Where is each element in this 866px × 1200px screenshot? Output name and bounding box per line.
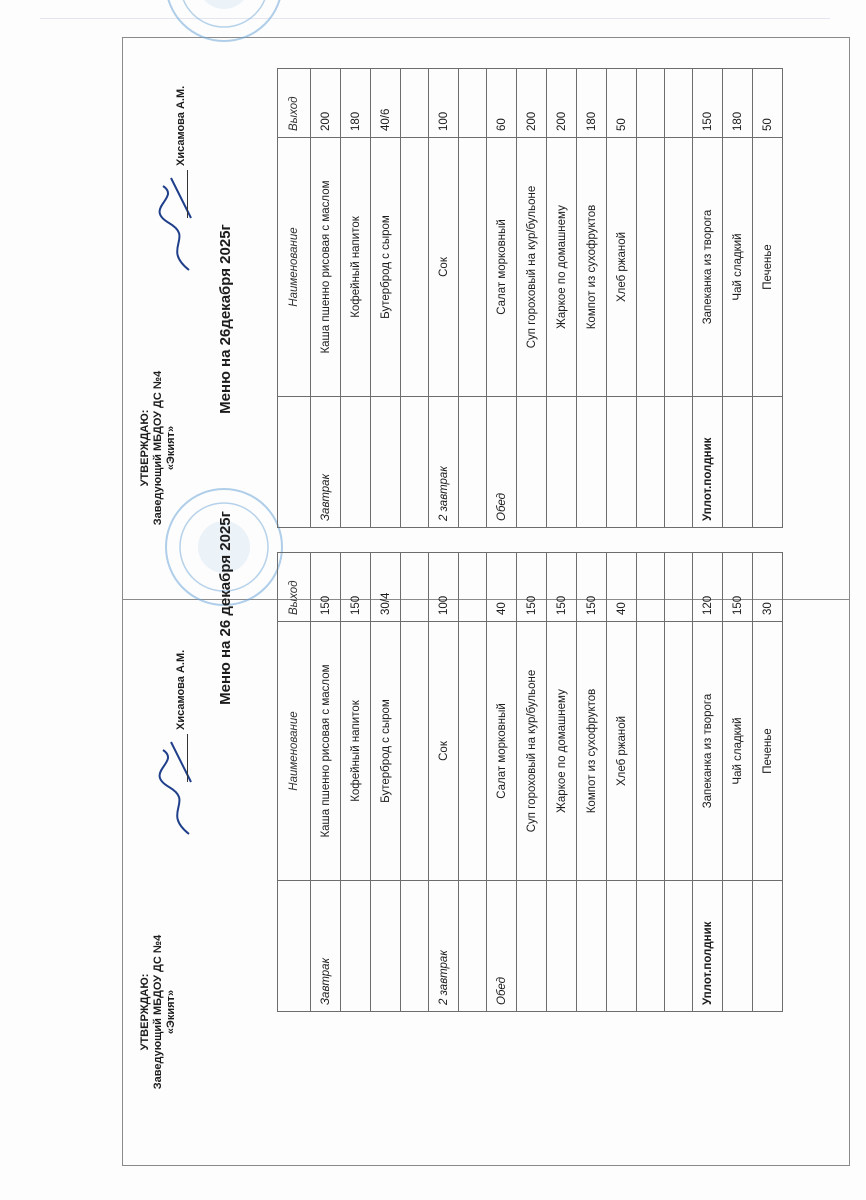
table-row bbox=[547, 69, 577, 528]
dish-name-cell bbox=[401, 622, 429, 881]
output-cell: 150 bbox=[547, 553, 577, 622]
dish-name-cell: Салат морковный bbox=[487, 622, 517, 881]
approval-position: Заведующий МБДОУ ДС №4 bbox=[152, 370, 164, 526]
meal-cell bbox=[723, 881, 753, 1012]
output-cell: 200 bbox=[311, 69, 341, 138]
meal-cell bbox=[371, 881, 401, 1012]
approval-org: «Экият» bbox=[165, 425, 177, 471]
meal-cell bbox=[577, 397, 607, 528]
table-row bbox=[311, 553, 341, 1012]
header-name: Наименование bbox=[278, 138, 311, 397]
header-output: Выход bbox=[278, 69, 311, 138]
table-row bbox=[753, 69, 783, 528]
table-row bbox=[429, 553, 459, 1012]
output-cell: 150 bbox=[693, 69, 723, 138]
output-cell: 120 bbox=[693, 553, 723, 622]
table-row bbox=[311, 69, 341, 528]
output-cell: 30 bbox=[753, 553, 783, 622]
meal-cell bbox=[459, 881, 487, 1012]
dish-name-cell: Суп гороховый на кур/бульоне bbox=[517, 622, 547, 881]
table-row bbox=[723, 553, 753, 1012]
table-row bbox=[693, 69, 723, 528]
dish-name-cell: Компот из сухофруктов bbox=[577, 622, 607, 881]
signature-rule bbox=[187, 170, 188, 218]
signature-rule bbox=[187, 734, 188, 782]
meal-cell bbox=[723, 397, 753, 528]
header-meal bbox=[278, 881, 311, 1012]
director-name: Хисамова А.М. bbox=[175, 85, 187, 166]
table-row bbox=[371, 553, 401, 1012]
output-cell bbox=[401, 69, 429, 138]
table-row bbox=[371, 69, 401, 528]
table-row bbox=[459, 69, 487, 528]
signature-icon bbox=[151, 722, 201, 842]
output-cell bbox=[665, 69, 693, 138]
meal-cell bbox=[637, 881, 665, 1012]
table-row bbox=[637, 69, 665, 528]
approval-block bbox=[139, 862, 178, 1162]
dish-name-cell: Бутерброд с сыром bbox=[371, 138, 401, 397]
table-row bbox=[753, 553, 783, 1012]
meal-cell: 2 завтрак bbox=[429, 881, 459, 1012]
output-cell bbox=[637, 69, 665, 138]
approval-org: «Экият» bbox=[165, 989, 177, 1035]
dish-name-cell: Салат морковный bbox=[487, 138, 517, 397]
dish-name-cell bbox=[637, 138, 665, 397]
menu-title: Меню на 26 декабря 2025г bbox=[217, 511, 234, 705]
dish-name-cell bbox=[459, 622, 487, 881]
dish-name-cell: Хлеб ржаной bbox=[607, 622, 637, 881]
meal-cell bbox=[637, 397, 665, 528]
meal-cell bbox=[517, 881, 547, 1012]
meal-cell bbox=[401, 881, 429, 1012]
output-cell: 150 bbox=[517, 553, 547, 622]
output-cell: 100 bbox=[429, 553, 459, 622]
signature-icon bbox=[151, 158, 201, 278]
output-cell: 150 bbox=[311, 553, 341, 622]
menu-table bbox=[277, 552, 783, 1012]
meal-cell: Обед bbox=[487, 397, 517, 528]
meal-cell bbox=[753, 881, 783, 1012]
dish-name-cell bbox=[637, 622, 665, 881]
header-meal bbox=[278, 397, 311, 528]
meal-cell: Уплот.полдник bbox=[693, 881, 723, 1012]
approval-block bbox=[139, 298, 178, 598]
table-row bbox=[517, 553, 547, 1012]
dish-name-cell bbox=[665, 138, 693, 397]
meal-cell bbox=[753, 397, 783, 528]
table-row bbox=[577, 553, 607, 1012]
dish-name-cell: Каша пшенно рисовая с маслом bbox=[311, 622, 341, 881]
menu-section-2 bbox=[125, 40, 825, 598]
menu-title: Меню на 26декабря 2025г bbox=[217, 224, 234, 414]
meal-cell bbox=[665, 881, 693, 1012]
approval-heading: УТВЕРЖДАЮ: bbox=[139, 409, 151, 487]
meal-cell bbox=[401, 397, 429, 528]
dish-name-cell: Печенье bbox=[753, 138, 783, 397]
meal-cell bbox=[607, 881, 637, 1012]
table-header-row bbox=[278, 553, 311, 1012]
output-cell: 50 bbox=[753, 69, 783, 138]
meal-cell bbox=[341, 397, 371, 528]
dish-name-cell: Чай сладкий bbox=[723, 622, 753, 881]
meal-cell: Завтрак bbox=[311, 397, 341, 528]
output-cell: 180 bbox=[723, 69, 753, 138]
output-cell: 100 bbox=[429, 69, 459, 138]
meal-cell bbox=[517, 397, 547, 528]
output-cell: 40 bbox=[487, 553, 517, 622]
dish-name-cell: Кофейный напиток bbox=[341, 138, 371, 397]
meal-cell bbox=[665, 397, 693, 528]
output-cell: 150 bbox=[723, 553, 753, 622]
dish-name-cell: Запеканка из творога bbox=[693, 622, 723, 881]
meal-cell bbox=[547, 881, 577, 1012]
table-row bbox=[665, 69, 693, 528]
approval-heading: УТВЕРЖДАЮ: bbox=[139, 973, 151, 1051]
meal-cell: Обед bbox=[487, 881, 517, 1012]
dish-name-cell bbox=[665, 622, 693, 881]
table-row bbox=[723, 69, 753, 528]
table-row bbox=[459, 553, 487, 1012]
table-header-row bbox=[278, 69, 311, 528]
output-cell: 50 bbox=[607, 69, 637, 138]
dish-name-cell: Суп гороховый на кур/бульоне bbox=[517, 138, 547, 397]
table-row bbox=[607, 69, 637, 528]
dish-name-cell: Сок bbox=[429, 138, 459, 397]
dish-name-cell: Чай сладкий bbox=[723, 138, 753, 397]
meal-cell bbox=[371, 397, 401, 528]
dish-name-cell: Жаркое по домашнему bbox=[547, 622, 577, 881]
dish-name-cell: Кофейный напиток bbox=[341, 622, 371, 881]
dish-name-cell: Печенье bbox=[753, 622, 783, 881]
signature-block bbox=[173, 85, 191, 278]
output-cell: 180 bbox=[341, 69, 371, 138]
dish-name-cell: Сок bbox=[429, 622, 459, 881]
meal-cell bbox=[459, 397, 487, 528]
output-cell: 40/6 bbox=[371, 69, 401, 138]
output-cell: 200 bbox=[517, 69, 547, 138]
dish-name-cell: Бутерброд с сыром bbox=[371, 622, 401, 881]
table-row bbox=[607, 553, 637, 1012]
dish-name-cell: Жаркое по домашнему bbox=[547, 138, 577, 397]
dish-name-cell bbox=[401, 138, 429, 397]
output-cell: 200 bbox=[547, 69, 577, 138]
meal-cell bbox=[341, 881, 371, 1012]
output-cell: 180 bbox=[577, 69, 607, 138]
header-output: Выход bbox=[278, 553, 311, 622]
table-row bbox=[637, 553, 665, 1012]
header-name: Наименование bbox=[278, 622, 311, 881]
meal-cell: Уплот.полдник bbox=[693, 397, 723, 528]
output-cell: 150 bbox=[341, 553, 371, 622]
dish-name-cell: Компот из сухофруктов bbox=[577, 138, 607, 397]
meal-cell: 2 завтрак bbox=[429, 397, 459, 528]
approval-position: Заведующий МБДОУ ДС №4 bbox=[152, 934, 164, 1090]
meal-cell: Завтрак bbox=[311, 881, 341, 1012]
meal-cell bbox=[607, 397, 637, 528]
table-row bbox=[577, 69, 607, 528]
dish-name-cell: Запеканка из творога bbox=[693, 138, 723, 397]
meal-cell bbox=[547, 397, 577, 528]
table-row bbox=[547, 553, 577, 1012]
meal-cell bbox=[577, 881, 607, 1012]
output-cell: 30/4 bbox=[371, 553, 401, 622]
signature-block bbox=[173, 649, 191, 842]
table-row bbox=[341, 69, 371, 528]
table-row bbox=[429, 69, 459, 528]
output-cell: 150 bbox=[577, 553, 607, 622]
table-row bbox=[487, 553, 517, 1012]
table-row bbox=[693, 553, 723, 1012]
dish-name-cell: Хлеб ржаной bbox=[607, 138, 637, 397]
dish-name-cell bbox=[459, 138, 487, 397]
director-name: Хисамова А.М. bbox=[175, 649, 187, 730]
table-row bbox=[401, 69, 429, 528]
table-row bbox=[517, 69, 547, 528]
table-row bbox=[341, 553, 371, 1012]
table-row bbox=[487, 69, 517, 528]
table-row bbox=[401, 553, 429, 1012]
output-cell bbox=[459, 69, 487, 138]
menu-table bbox=[277, 68, 783, 528]
output-cell: 60 bbox=[487, 69, 517, 138]
output-cell: 40 bbox=[607, 553, 637, 622]
table-row bbox=[665, 553, 693, 1012]
dish-name-cell: Каша пшенно рисовая с маслом bbox=[311, 138, 341, 397]
